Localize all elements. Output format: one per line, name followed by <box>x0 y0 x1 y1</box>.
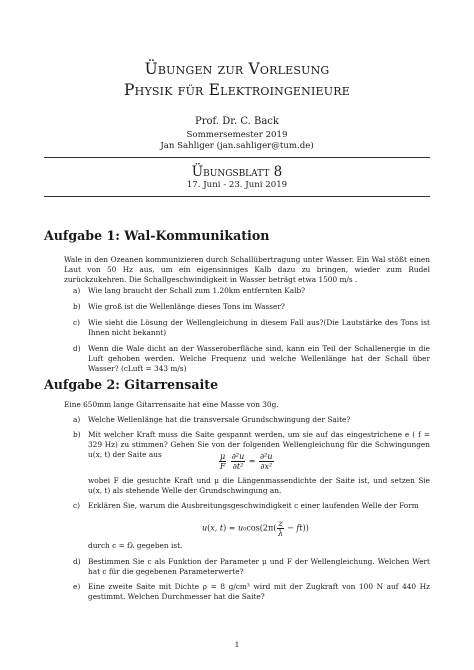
item-text: durch c = fλ gegeben ist. <box>88 541 183 550</box>
item-text: Bestimmen Sie c als Funktion der Parameter μ und F der Wellengleichung. Welchen Wert hat c für die gegebenen Parameterwerte? <box>88 557 430 576</box>
divider-bottom <box>44 196 430 197</box>
assistant-contact: Jan Sahliger (jan.sahliger@tum.de) <box>160 141 314 151</box>
professor-name: Prof. Dr. C. Back <box>195 116 279 127</box>
item-text: Wie lang braucht der Schall zum 1.20km entfernten Kalb? <box>88 286 306 295</box>
item-text: Wie sieht die Lösung der Wellengleichung in diesem Fall aus?(Die Lautstärke des Tons ist Ihnen nicht bekannt) <box>88 318 430 337</box>
page-number: 1 <box>234 640 240 649</box>
semester: Sommersemester 2019 <box>186 130 288 140</box>
item-label: c) <box>73 501 80 510</box>
item-text: Wie groß ist die Wellenlänge dieses Tons im Wasser? <box>88 302 285 311</box>
item-label: c) <box>73 318 80 327</box>
task1-intro: Wale in den Ozeanen kommunizieren durch Schallübertragung unter Wasser. Ein Wal stößt einen Laut von 50 Hz aus, um ein eigensinniges Kalb dazu zu bringen, wieder zum Rudel zurückzukehren. Die Schallgeschwindigkeit in Wasser beträgt etwa 1500 m/s . <box>64 255 430 284</box>
sheet-title: Übungsblatt 8 <box>191 164 283 180</box>
item-label: a) <box>73 415 81 424</box>
item-text: Erklären Sie, warum die Ausbreitungsgeschwindigkeit c einer laufenden Welle der Form <box>88 501 419 510</box>
item-text: wobei F die gesuchte Kraft und μ die Längenmassendichte der Saite ist, und setzen Sie u(x, t) als stehende Welle der Grundschwingung an. <box>88 476 430 495</box>
task1-heading: Aufgabe 1: Wal-Kommunikation <box>44 228 270 243</box>
item-text: Eine zweite Saite mit Dichte ρ = 8 g/cm³ wird mit der Zugkraft von 100 N auf 440 Hz gestimmt. Welchen Durchmesser hat die Saite? <box>88 582 430 601</box>
item-label: b) <box>73 430 81 439</box>
item-text: Welche Wellenlänge hat die transversale Grundschwingung der Saite? <box>88 415 351 424</box>
document-title-line2: Physik für Elektroingenieure <box>124 81 350 99</box>
document-title-line1: Übungen zur Vorlesung <box>144 60 330 78</box>
item-label: b) <box>73 302 81 311</box>
item-text: Wenn die Wale dicht an der Wasseroberfläche sind, kann ein Teil der Schallenergie in die Luft gehoben werden. Welche Frequenz und welche Wellenlänge hat der Schall über Wasser? (cLuft = 343 m/s) <box>88 344 430 373</box>
wave-equation: $\frac{\mu}{F}$ $\frac{\text{∂²u}}{\text{∂t²}}$ = $\frac{\text{∂²u}}{\text{∂x²}}$ <box>219 452 273 471</box>
item-label: e) <box>73 582 81 591</box>
task2-intro: Eine 650mm lange Gitarrensaite hat eine Masse von 30g. <box>64 400 279 409</box>
item-label: d) <box>73 557 81 566</box>
task2-heading: Aufgabe 2: Gitarrensaite <box>44 377 219 392</box>
sheet-dates: 17. Juni - 23. Juni 2019 <box>186 180 288 190</box>
item-text: Mit welcher Kraft muss die Saite gespannt werden, um sie auf das eingestrichene e ( f = 329 Hz) zu stimmen? Gehen Sie von der folgenden Wellengleichung für die Schwingungen u(x, t) der Saite aus <box>88 430 430 459</box>
item-label: d) <box>73 344 81 353</box>
divider-top <box>44 157 430 158</box>
item-label: a) <box>73 286 81 295</box>
traveling-wave-equation: u(x, t) = u₀cos(2π( $\frac{z}{\lambda}$ − ft)) <box>202 519 309 538</box>
